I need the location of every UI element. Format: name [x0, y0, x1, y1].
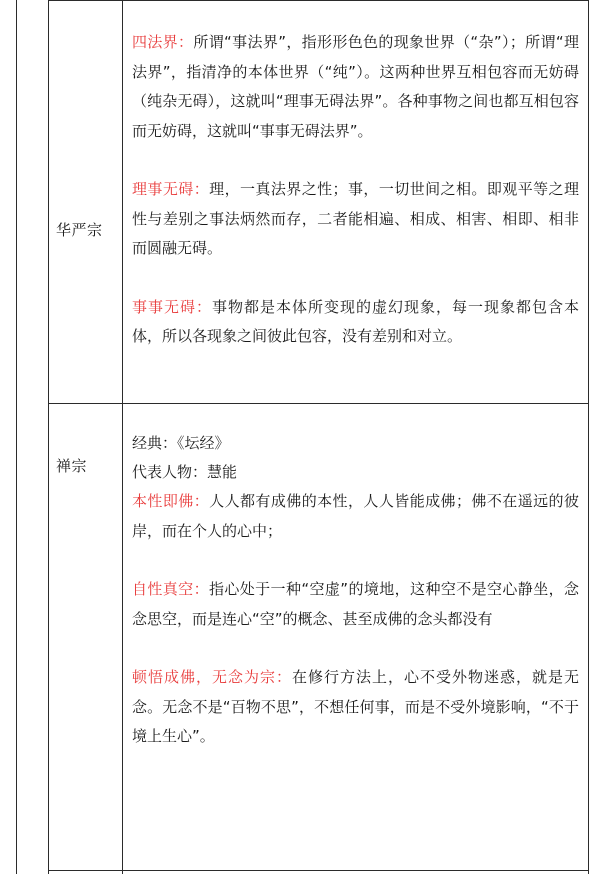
row-divider	[48, 403, 589, 404]
outer-left-border	[16, 0, 17, 874]
paragraph-four-dharma-realms	[132, 28, 579, 146]
term-nature-is-buddha: 本性即佛：	[132, 492, 210, 510]
text-phenomena-phenomena: 事物都是本体所变现的虚幻现象，每一现象都包含本体，所以各现象之间彼此包容，没有差别和对立。	[132, 297, 579, 345]
row-label-chan: 禅宗	[56, 457, 88, 475]
row-content-chan	[132, 429, 579, 752]
top-border	[48, 0, 589, 1]
row-content-huayan	[132, 28, 579, 352]
paragraph-phenomena-phenomena	[132, 293, 579, 352]
term-self-nature-emptiness: 自性真空：	[132, 580, 209, 598]
term-sudden-enlightenment: 顿悟成佛，无念为宗：	[132, 668, 292, 686]
row-label-huayan: 华严宗	[56, 221, 103, 239]
text-four-dharma-realms: 所谓“事法界”，指形形色色的现象世界（“杂”）；所谓“理法界”，指清净的本体世界（“纯”）。这两种世界互相包容而无妨碍（纯杂无碍），这就叫“理事无碍法界”。各种事物之间也都互相包容而无妨碍，这就叫“事事无碍法界”。	[132, 33, 579, 140]
term-phenomena-phenomena: 事事无碍：	[132, 297, 212, 316]
paragraph-nature-is-buddha	[132, 487, 579, 546]
text-nature-is-buddha: 人人都有成佛的本性，人人皆能成佛；佛不在遥远的彼岸，而在个人的心中；	[132, 492, 579, 540]
text-principle-phenomena: 理，一真法界之性；事，一切世间之相。即观平等之理性与差别之事法炳然而存，二者能相遍、相成、相害、相即、相非而圆融无碍。	[132, 180, 579, 257]
outer-right-border	[588, 0, 589, 874]
paragraph-principle-phenomena	[132, 175, 579, 264]
column-divider-1	[48, 0, 49, 874]
paragraph-self-nature-emptiness	[132, 575, 579, 634]
bottom-border	[48, 870, 589, 871]
line-representative: 代表人物：慧能	[132, 463, 238, 481]
term-principle-phenomena: 理事无碍：	[132, 180, 210, 198]
term-four-dharma-realms: 四法界：	[132, 33, 194, 51]
text-sudden-enlightenment: 在修行方法上，心不受外物迷惑，就是无念。无念不是“百物不思”，不想任何事，而是不受外境影响，“不于境上生心”。	[132, 668, 579, 745]
line-classic: 经典：《坛经》	[132, 434, 230, 452]
text-self-nature-emptiness: 指心处于一种“空虚”的境地，这种空不是空心静坐，念念思空，而是连心“空”的概念、甚至成佛的念头都没有	[132, 580, 579, 628]
column-divider-2	[122, 0, 123, 874]
paragraph-sudden-enlightenment	[132, 663, 579, 752]
